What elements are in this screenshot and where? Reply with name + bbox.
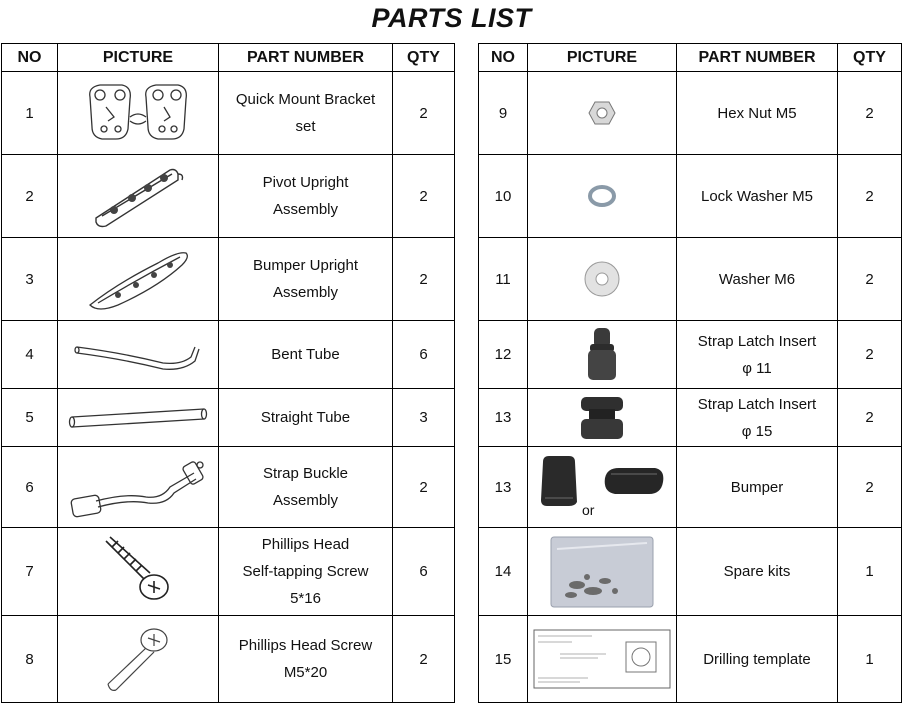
latch-insert-11-icon [582, 326, 622, 384]
table-row [2, 528, 455, 616]
item-no: 12 [479, 321, 528, 389]
item-picture [528, 389, 677, 447]
item-qty: 1 [838, 528, 902, 616]
header-part-number: PART NUMBER [219, 44, 393, 72]
pivot-upright-icon [78, 160, 198, 232]
item-picture [58, 616, 219, 703]
item-qty: 2 [393, 447, 455, 528]
bent-tube-icon [73, 335, 203, 375]
header-picture: PICTURE [58, 44, 219, 72]
item-no: 5 [2, 389, 58, 447]
table-row [479, 321, 902, 389]
item-picture [58, 389, 219, 447]
parts-table-right [478, 43, 902, 703]
item-no: 14 [479, 528, 528, 616]
item-qty: 2 [838, 389, 902, 447]
item-qty: 2 [393, 155, 455, 238]
item-no: 3 [2, 238, 58, 321]
item-no: 7 [2, 528, 58, 616]
item-no: 8 [2, 616, 58, 703]
item-picture [528, 528, 677, 616]
item-no: 6 [2, 447, 58, 528]
drilling-template-icon [532, 628, 672, 690]
hex-nut-icon [587, 99, 617, 127]
item-no: 11 [479, 238, 528, 321]
table-row [2, 389, 455, 447]
item-picture [58, 447, 219, 528]
item-part-number: Drilling template [677, 616, 838, 703]
table-row [479, 238, 902, 321]
header-qty: QTY [838, 44, 902, 72]
header-no: NO [2, 44, 58, 72]
item-qty: 3 [393, 389, 455, 447]
table-row [2, 72, 455, 155]
or-label: or [582, 502, 595, 518]
item-picture [58, 238, 219, 321]
header-part-number: PART NUMBER [677, 44, 838, 72]
table-row [479, 528, 902, 616]
page-title: PARTS LIST [371, 3, 532, 33]
item-picture [58, 528, 219, 616]
item-part-number: Bumper Upright Assembly [219, 238, 393, 321]
item-qty: 2 [838, 238, 902, 321]
item-qty: 6 [393, 321, 455, 389]
table-row [479, 447, 902, 528]
item-picture [58, 155, 219, 238]
item-qty: 6 [393, 528, 455, 616]
header-row [479, 44, 902, 72]
item-no: 1 [2, 72, 58, 155]
item-qty: 1 [838, 616, 902, 703]
item-no: 9 [479, 72, 528, 155]
straight-tube-icon [66, 403, 210, 433]
item-part-number: Bumper [677, 447, 838, 528]
washer-icon [582, 259, 622, 299]
item-part-number: Lock Washer M5 [677, 155, 838, 238]
table-row [479, 72, 902, 155]
item-part-number: Quick Mount Bracket set [219, 72, 393, 155]
header-qty: QTY [393, 44, 455, 72]
item-picture [58, 72, 219, 155]
item-picture [528, 321, 677, 389]
item-part-number: Strap Buckle Assembly [219, 447, 393, 528]
bumper-upright-icon [78, 243, 198, 315]
parts-table-left [1, 43, 455, 703]
item-picture [528, 155, 677, 238]
lock-washer-icon [587, 183, 617, 209]
item-qty: 2 [838, 155, 902, 238]
item-part-number: Bent Tube [219, 321, 393, 389]
item-part-number: Hex Nut M5 [677, 72, 838, 155]
phillips-screw-icon [98, 622, 178, 696]
item-qty: 2 [393, 72, 455, 155]
item-picture [528, 72, 677, 155]
item-qty: 2 [393, 616, 455, 703]
item-part-number: Pivot Upright Assembly [219, 155, 393, 238]
header-row [2, 44, 455, 72]
item-part-number: Spare kits [677, 528, 838, 616]
bracket-set-icon [78, 77, 198, 149]
item-qty: 2 [838, 321, 902, 389]
table-row [2, 155, 455, 238]
item-qty: 2 [838, 447, 902, 528]
table-row [2, 321, 455, 389]
item-part-number: Phillips Head Screw M5*20 [219, 616, 393, 703]
table-row [2, 447, 455, 528]
strap-buckle-icon [66, 453, 210, 521]
item-no: 13 [479, 447, 528, 528]
item-part-number: Straight Tube [219, 389, 393, 447]
item-picture [58, 321, 219, 389]
table-row [2, 238, 455, 321]
item-picture [528, 447, 677, 528]
header-no: NO [479, 44, 528, 72]
table-row [479, 389, 902, 447]
item-no: 2 [2, 155, 58, 238]
item-qty: 2 [393, 238, 455, 321]
item-part-number: Phillips Head Self-tapping Screw 5*16 [219, 528, 393, 616]
item-picture [528, 616, 677, 703]
item-part-number: Washer M6 [677, 238, 838, 321]
spare-kits-bag-icon [547, 533, 657, 611]
item-no: 13 [479, 389, 528, 447]
self-tapping-screw-icon [98, 533, 178, 611]
item-no: 4 [2, 321, 58, 389]
table-row [479, 616, 902, 703]
header-picture: PICTURE [528, 44, 677, 72]
latch-insert-15-icon [577, 393, 627, 443]
item-picture [528, 238, 677, 321]
item-qty: 2 [838, 72, 902, 155]
item-no: 10 [479, 155, 528, 238]
table-row [2, 616, 455, 703]
item-part-number: Strap Latch Insert φ 15 [677, 389, 838, 447]
table-row [479, 155, 902, 238]
item-no: 15 [479, 616, 528, 703]
item-part-number: Strap Latch Insert φ 11 [677, 321, 838, 389]
bumper-icon [537, 454, 667, 520]
